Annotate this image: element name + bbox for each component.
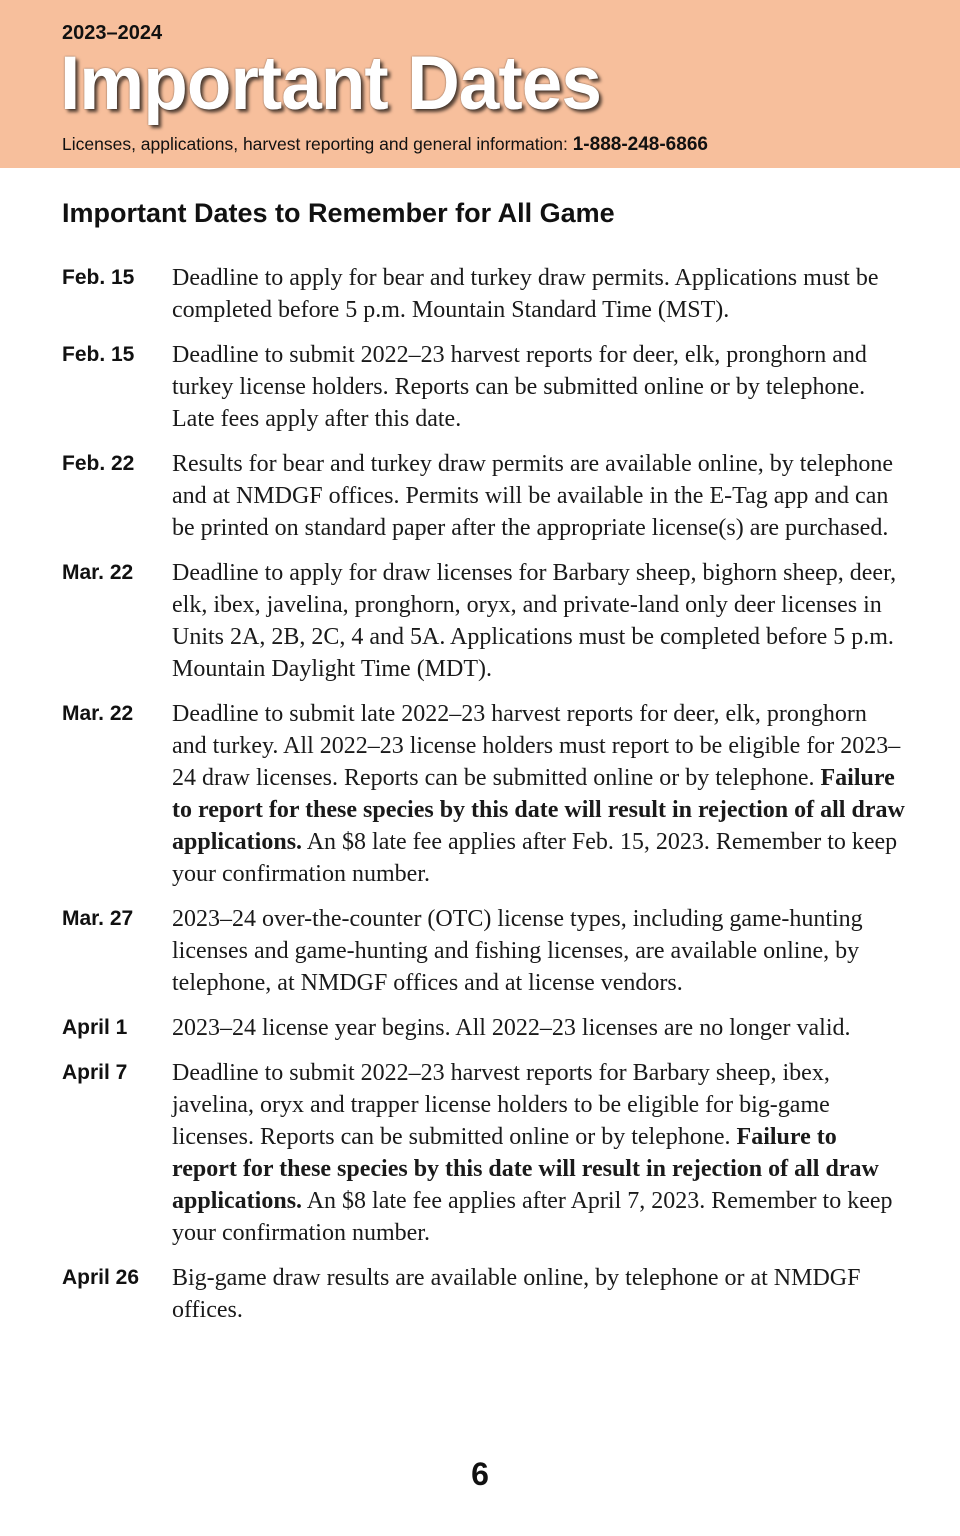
date-entry xyxy=(62,448,912,544)
entry-text: Deadline to submit 2022–23 harvest reports for Barbary sheep, ibex, javelina, oryx and trapper license holders to be eligible for big-game licenses. Reports can be submitted online or by telephone. xyxy=(172,1060,830,1150)
season-years: 2023–2024 xyxy=(62,22,163,44)
entry-description xyxy=(172,698,907,890)
entry-date: Mar. 22 xyxy=(62,702,134,725)
entry-date: Feb. 15 xyxy=(62,266,135,289)
phone-number[interactable]: 1-888-248-6866 xyxy=(572,134,708,155)
page-title: Important Dates xyxy=(60,41,602,126)
entry-date: Mar. 27 xyxy=(62,907,134,930)
entry-date: Mar. 22 xyxy=(62,561,134,584)
date-entry xyxy=(62,903,912,999)
entry-text: Deadline to submit 2022–23 harvest reports for deer, elk, pronghorn and turkey license holders. Reports can be submitted online or by telephone. Late fees apply after this date. xyxy=(172,342,867,432)
entry-text: 2023–24 license year begins. All 2022–23 licenses are no longer valid. xyxy=(172,1015,851,1041)
entry-warning: Failure to report for these species by this date will result in rejection of all draw applications. xyxy=(172,765,905,855)
entry-description xyxy=(172,262,907,326)
entry-date: Feb. 15 xyxy=(62,343,135,366)
entry-text: 2023–24 over-the-counter (OTC) license types, including game-hunting licenses and game-hunting and fishing licenses, are available online, by telephone, at NMDGF offices and at license vendors. xyxy=(172,906,863,996)
entry-text: An $8 late fee applies after Feb. 15, 2023. Remember to keep your confirmation number. xyxy=(172,829,898,887)
date-entry xyxy=(62,557,912,685)
entry-description xyxy=(172,903,907,999)
entry-description xyxy=(172,1057,907,1249)
entry-date: April 1 xyxy=(62,1016,128,1039)
date-entry xyxy=(62,1012,912,1044)
entry-text: Big-game draw results are available online, by telephone or at NMDGF offices. xyxy=(172,1265,861,1323)
entry-description xyxy=(172,1262,907,1326)
entry-description xyxy=(172,557,907,685)
date-entry xyxy=(62,1057,912,1249)
entry-text: An $8 late fee applies after April 7, 2023. Remember to keep your confirmation number. xyxy=(172,1188,893,1246)
entry-text: Results for bear and turkey draw permits are available online, by telephone and at NMDGF offices. Permits will be available in the E-Tag app and can be printed on standard paper after the appropriate license(s) are purchased. xyxy=(172,451,894,541)
entry-text: Deadline to apply for bear and turkey draw permits. Applications must be completed before 5 p.m. Mountain Standard Time (MST). xyxy=(172,265,879,323)
date-entry xyxy=(62,698,912,890)
date-entry xyxy=(62,339,912,435)
entry-text: Deadline to apply for draw licenses for Barbary sheep, bighorn sheep, deer, elk, ibex, javelina, pronghorn, oryx, and private-land only deer licenses in Units 2A, 2B, 2C, 4 and 5A. Applications must be completed before 5 p.m. Mountain Daylight Time (MDT). xyxy=(172,560,897,682)
contact-text: Licenses, applications, harvest reporting and general information: xyxy=(62,134,568,154)
entry-date: April 26 xyxy=(62,1266,140,1289)
entry-warning: Failure to report for these species by this date will result in rejection of all draw applications. xyxy=(172,1124,879,1214)
entry-text: Deadline to submit late 2022–23 harvest reports for deer, elk, pronghorn and turkey. All 2022–23 license holders must report to be eligible for 2023–24 draw licenses. Reports can be submitted online or by telephone. xyxy=(172,701,901,791)
page-number: 6 xyxy=(471,1456,489,1492)
entry-date: April 7 xyxy=(62,1061,128,1084)
header-banner xyxy=(0,0,960,168)
date-entry xyxy=(62,1262,912,1326)
entry-description xyxy=(172,448,907,544)
entry-date: Feb. 22 xyxy=(62,452,135,475)
dates-list xyxy=(62,262,912,1339)
section-heading: Important Dates to Remember for All Game xyxy=(62,198,615,228)
entry-description xyxy=(172,339,907,435)
date-entry xyxy=(62,262,912,326)
contact-line xyxy=(62,134,708,156)
entry-description xyxy=(172,1012,907,1044)
